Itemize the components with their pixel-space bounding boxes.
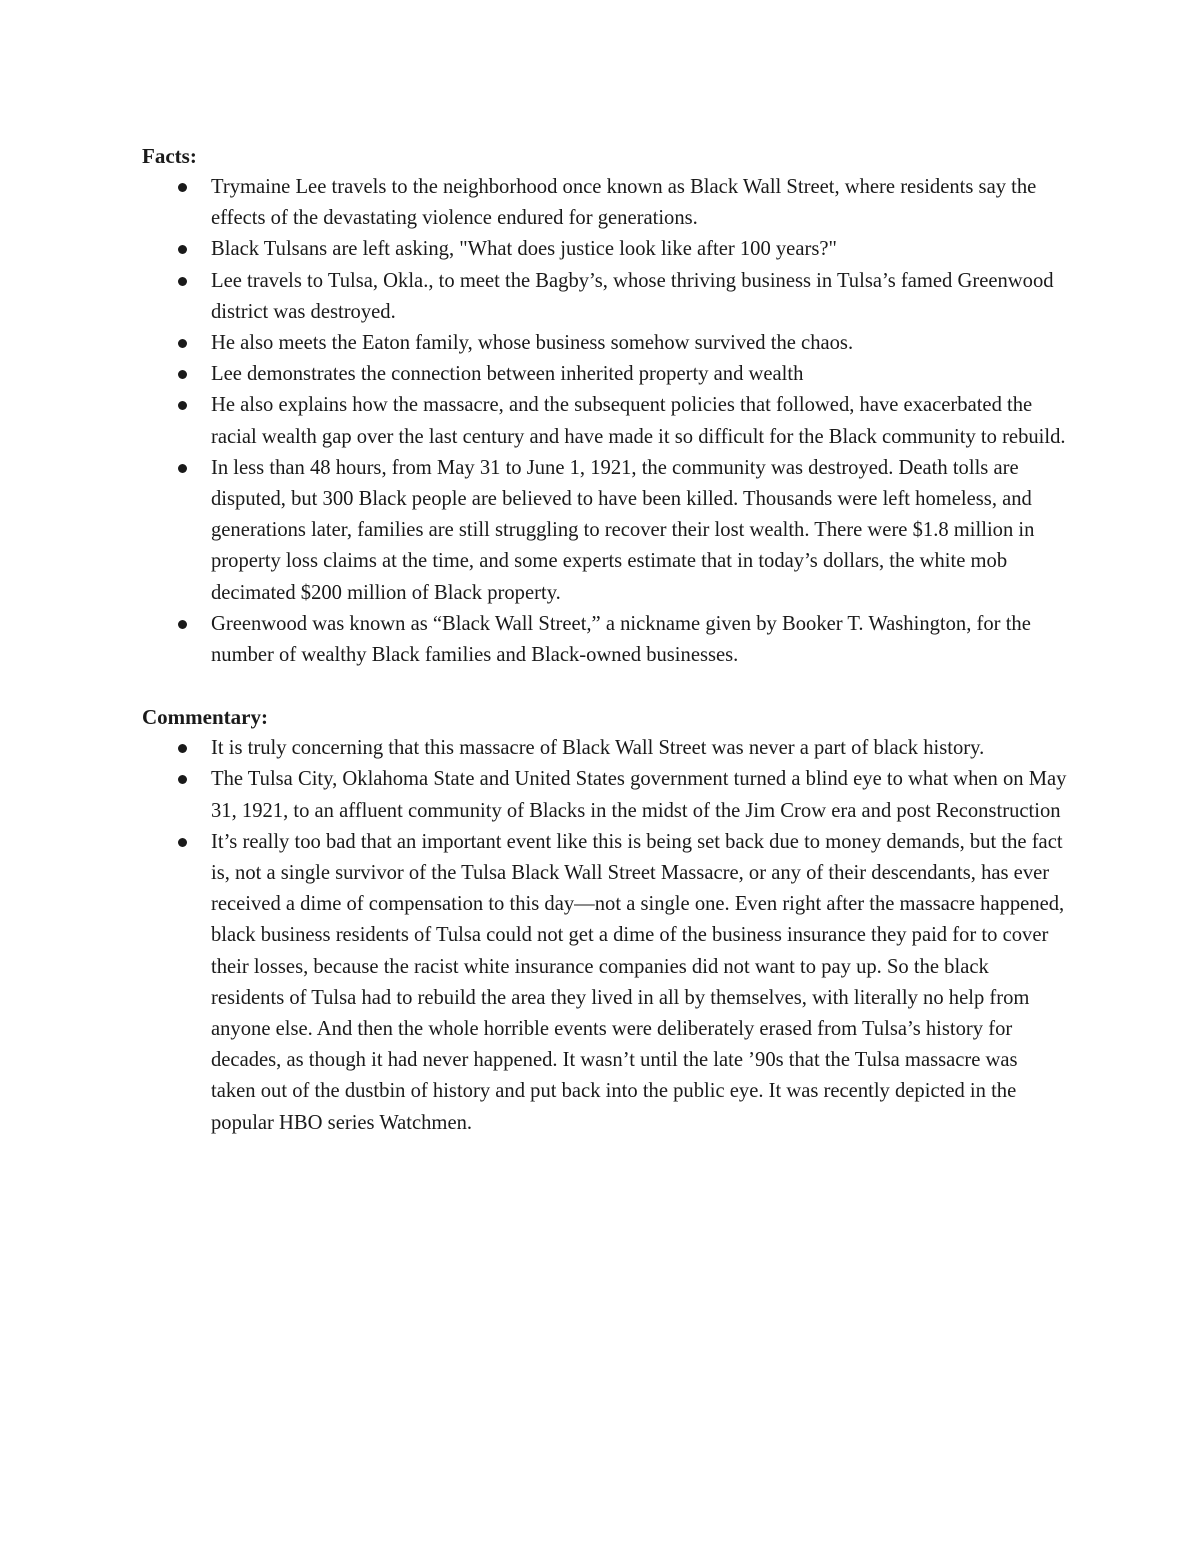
facts-item-text: He also meets the Eaton family, whose business somehow survived the chaos. [211, 332, 854, 355]
facts-item [142, 172, 1067, 234]
facts-item [142, 390, 1067, 452]
commentary-heading: Commentary: [142, 705, 268, 730]
facts-item-text: Lee travels to Tulsa, Okla., to meet the Bagby’s, whose thriving business in Tulsa’s famed Greenwood district was destroyed. [211, 269, 1054, 323]
facts-item [142, 234, 1067, 265]
commentary-item-text: The Tulsa City, Oklahoma State and United States government turned a blind eye to what when on May 31, 1921, to an affluent community of Blacks in the midst of the Jim Crow era and post Reconstruction [211, 768, 1067, 822]
bullet-icon [178, 620, 187, 629]
facts-item [142, 453, 1067, 609]
facts-item [142, 609, 1067, 671]
commentary-item-text: It’s really too bad that an important event like this is being set back due to money demands, but the fact is, not a single survivor of the Tulsa Black Wall Street Massacre, or any of their descendants, has ever received a dime of compensation to this day—not a single one. Even right after the massacre happened, black business residents of Tulsa could not get a dime of the business insurance they paid for to cover their losses, because the racist white insurance companies did not want to pay up. So the black residents of Tulsa had to rebuild the area they lived in all by themselves, with literally no help from anyone else. And then the whole horrible events were deliberately erased from Tulsa’s history for decades, as though it had never happened. It wasn’t until the late ’90s that the Tulsa massacre was taken out of the dustbin of history and put back into the public eye. It was recently depicted in the popular HBO series Watchmen. [211, 830, 1065, 1134]
bullet-icon [178, 464, 187, 473]
facts-item-text: In less than 48 hours, from May 31 to June 1, 1921, the community was destroyed. Death tolls are disputed, but 300 Black people are believed to have been killed. Thousands were left homeless, and generations later, families are still struggling to recover their lost wealth. There were $1.8 million in property loss claims at the time, and some experts estimate that in today’s dollars, the white mob decimated $200 million of Black property. [211, 456, 1035, 604]
section-spacer [142, 671, 1067, 702]
bullet-icon [178, 245, 187, 254]
bullet-icon [178, 370, 187, 379]
facts-heading: Facts: [142, 144, 197, 168]
commentary-item-text: It is truly concerning that this massacre of Black Wall Street was never a part of black history. [211, 737, 985, 760]
bullet-icon [178, 838, 187, 847]
commentary-item [142, 733, 1067, 764]
bullet-icon [178, 744, 187, 753]
document-page [142, 141, 1067, 1139]
facts-item [142, 359, 1067, 390]
facts-item-text: He also explains how the massacre, and the subsequent policies that followed, have exacerbated the racial wealth gap over the last century and have made it so difficult for the Black community to rebuild. [211, 394, 1066, 448]
commentary-item [142, 827, 1067, 1139]
facts-item-text: Trymaine Lee travels to the neighborhood once known as Black Wall Street, where residents say the effects of the devastating violence endured for generations. [211, 176, 1037, 230]
facts-item [142, 328, 1067, 359]
bullet-icon [178, 183, 187, 192]
bullet-icon [178, 401, 187, 410]
facts-item-text: Lee demonstrates the connection between inherited property and wealth [211, 363, 804, 386]
facts-item-text: Greenwood was known as “Black Wall Street,” a nickname given by Booker T. Washington, for the number of wealthy Black families and Black-owned businesses. [211, 612, 1031, 667]
bullet-icon [178, 775, 187, 784]
bullet-icon [178, 277, 187, 286]
commentary-item [142, 764, 1067, 826]
facts-item-text: Black Tulsans are left asking, "What does justice look like after 100 years?" [211, 238, 837, 261]
facts-item [142, 266, 1067, 328]
facts-list [142, 172, 1067, 671]
commentary-list [142, 733, 1067, 1139]
bullet-icon [178, 339, 187, 348]
